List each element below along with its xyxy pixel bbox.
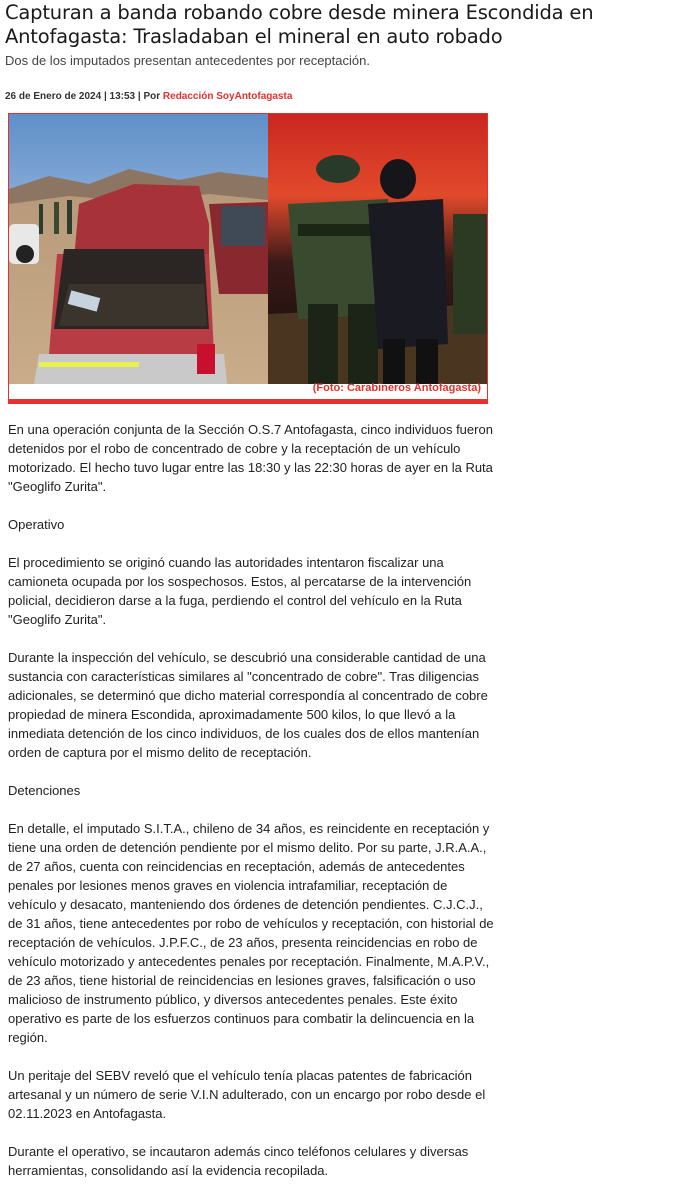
article-photo xyxy=(8,113,488,404)
photo-border-bar xyxy=(9,399,487,403)
paragraph: En una operación conjunta de la Sección O.S.7 Antofagasta, cinco individuos fueron detenidos por el robo de concentrado de cobre y la receptación de un vehículo motorizado. El hecho tuvo lugar entre las 18:30 y las 22:30 horas de ayer en la Ruta "Geoglifo Zurita". xyxy=(8,422,493,494)
paragraph: Durante la inspección del vehículo, se descubrió una considerable cantidad de una sustancia con características similares al "concentrado de cobre". Tras diligencias adicionales, se determinó que dicho material correspondía al concentrado de cobre propiedad de minera Escondida, aproximadamente 500 kilos, lo que llevó a la inmediata detención de los cinco individuos, de los cuales dos de ellos mantenían orden de captura por el mismo delito de receptación. xyxy=(8,650,488,760)
pickup-truck-photo xyxy=(9,114,268,384)
arrest-night-photo xyxy=(268,114,488,384)
paragraph: El procedimiento se originó cuando las autoridades intentaron fiscalizar una camioneta ocupada por los sospechosos. Estos, al percatarse de la intervención policial, decidieron darse a la fuga, perdiendo el control del vehículo en la Ruta "Geoglifo Zurita". xyxy=(8,555,472,627)
article-headline: Capturan a banda robando cobre desde minera Escondida en Antofagasta: Trasladaban el mineral en auto robado xyxy=(5,1,594,48)
paragraph: Durante el operativo, se incautaron además cinco teléfonos celulares y diversas herramientas, consolidando así la evidencia recopilada. xyxy=(8,1144,469,1178)
article-subtitle: Dos de los imputados presentan antecedentes por receptación. xyxy=(5,53,370,68)
paragraph: En detalle, el imputado S.I.T.A., chileno de 34 años, es reincidente en receptación y tiene una orden de detención pendiente por el mismo delito. Por su parte, J.R.A.A., de 27 años, cuenta con reincidencias en receptación, además de antecedentes penales por lesiones menos graves en violencia intrafamiliar, receptación de vehículo y desacato, manteniendo dos órdenes de detención pendientes. C.J.C.J., de 31 años, tiene antecedentes por robo de vehículos y receptación, con historial de receptación de vehículos. J.P.F.C., de 23 años, presenta reincidencias en robo de vehículo motorizado y antecedentes penales por receptación. Finalmente, M.A.P.V., de 23 años, tiene historial de reincidencias en lesiones graves, falsificación o uso malicioso de instrumento público, y diversos antecedentes penales. Este éxito operativo es parte de los esfuerzos continuos para combatir la delincuencia en la región. xyxy=(8,821,494,1045)
photo-caption: (Foto: Carabineros Antofagasta) xyxy=(312,382,481,394)
section-heading: Detenciones xyxy=(8,783,81,798)
paragraph: Un peritaje del SEBV reveló que el vehículo tenía placas patentes de fabricación artesanal y un número de serie V.I.N adulterado, con un encargo por robo desde el 02.11.2023 en Antofagasta. xyxy=(8,1068,486,1121)
author-link[interactable]: Redacción SoyAntofagasta xyxy=(162,91,293,102)
section-heading: Operativo xyxy=(8,517,65,532)
article-body xyxy=(8,420,496,1199)
article-date: 26 de Enero de 2024 | 13:53 | Por xyxy=(5,91,163,102)
article-meta xyxy=(5,91,292,102)
